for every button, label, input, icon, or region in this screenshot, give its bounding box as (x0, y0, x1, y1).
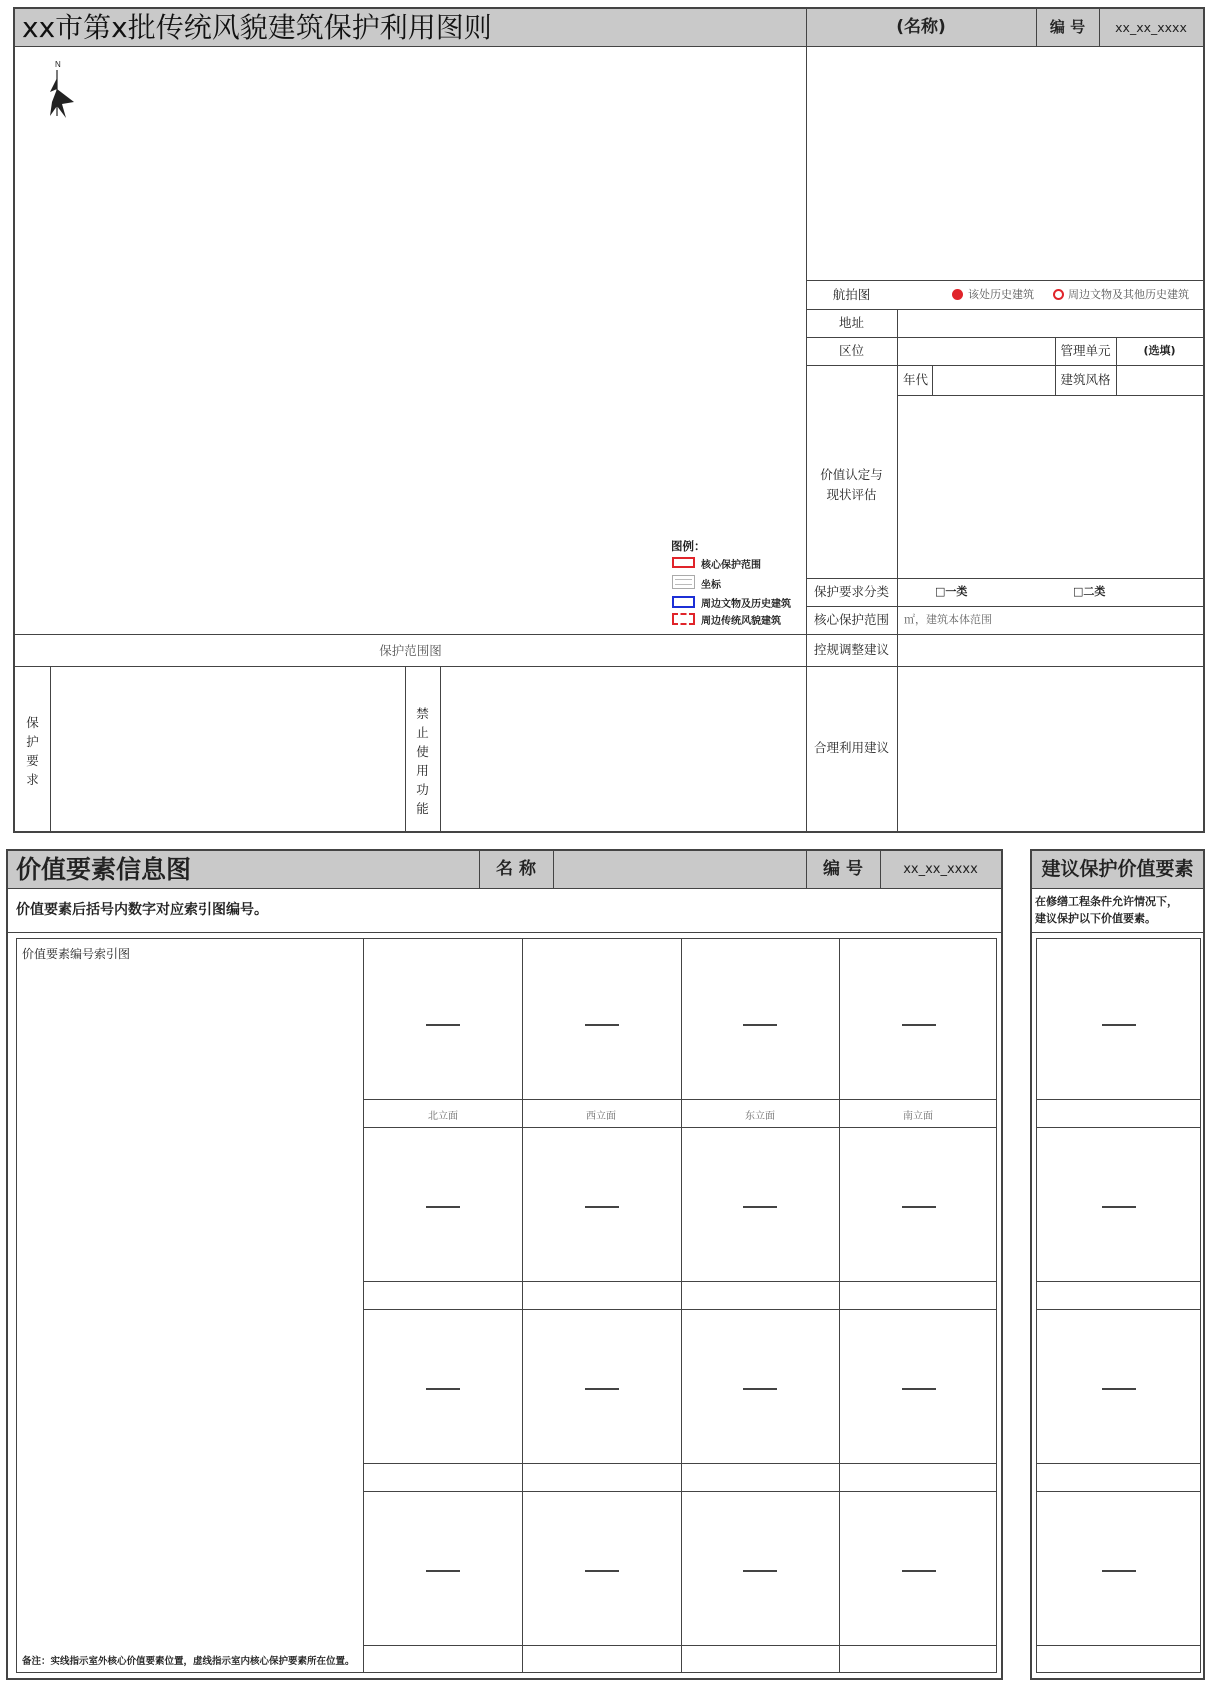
aerial-legend-filled: 该处历史建筑 (968, 288, 1034, 301)
suggested-image-placeholder (1102, 1206, 1136, 1208)
north-arrow-icon (44, 58, 80, 122)
facade-label-south: 南立面 (903, 1111, 933, 1122)
legend-core-range-label: 核心保护范围 (701, 560, 761, 571)
suggested-image-placeholder (1102, 1388, 1136, 1390)
element-image-placeholder (426, 1024, 460, 1026)
management-unit-label: 管理单元 (1060, 343, 1111, 358)
legend-title: 图例： (671, 539, 706, 553)
map-legend (670, 538, 806, 630)
range-map-caption: 保护范围图 (379, 643, 442, 658)
element-image-placeholder (585, 1024, 619, 1026)
element-image-placeholder (743, 1388, 777, 1390)
legend-heritage-label: 周边文物及历史建筑 (701, 599, 791, 610)
aerial-legend-hollow: 周边文物及其他历史建筑 (1068, 288, 1189, 301)
forbidden-use-label: 禁 止 使 用 功 能 (416, 706, 429, 816)
element-image-placeholder (426, 1206, 460, 1208)
aerial-label: 航拍图 (832, 287, 871, 302)
sheet2-number-label: 编 号 (823, 859, 863, 879)
category-option-1[interactable]: □一类 (935, 585, 968, 598)
evaluation-label-line1: 价值认定与 (820, 467, 883, 482)
element-image-placeholder (902, 1388, 936, 1390)
element-image-placeholder (585, 1570, 619, 1572)
element-image-placeholder (585, 1206, 619, 1208)
index-map-label: 价值要素编号索引图 (22, 947, 131, 961)
protection-plan-sheet (13, 7, 1205, 833)
element-image-placeholder (902, 1024, 936, 1026)
index-map-panel (16, 938, 364, 1673)
building-name-placeholder: (名称) (896, 17, 946, 37)
element-image-placeholder (743, 1570, 777, 1572)
facade-label-west: 西立面 (586, 1111, 616, 1122)
element-image-placeholder (426, 1570, 460, 1572)
core-range-label: 核心保护范围 (813, 612, 889, 627)
element-image-placeholder (902, 1206, 936, 1208)
architectural-style-label: 建筑风格 (1060, 372, 1111, 387)
suggested-image-placeholder (1102, 1570, 1136, 1572)
sheet3-note-line2: 建议保护以下价值要素。 (1035, 912, 1156, 925)
aerial-hollow-marker-icon (1053, 289, 1064, 300)
suggested-image-placeholder (1102, 1024, 1136, 1026)
era-label: 年代 (903, 372, 929, 387)
sheet3-title: 建议保护价值要素 (1041, 858, 1194, 880)
element-image-placeholder (743, 1024, 777, 1026)
legend-coord-label: 坐标 (701, 580, 721, 591)
element-image-placeholder (426, 1388, 460, 1390)
reasonable-use-label: 合理利用建议 (813, 740, 889, 755)
number-value: xx_xx_xxxx (1115, 20, 1187, 35)
legend-core-range-swatch (672, 557, 695, 568)
legend-coord-swatch (672, 575, 695, 589)
sheet2-number-value: xx_xx_xxxx (903, 862, 978, 877)
element-image-placeholder (902, 1570, 936, 1572)
facade-label-east: 东立面 (745, 1111, 775, 1122)
legend-traditional-swatch (672, 613, 695, 625)
core-range-value: ㎡，建筑本体范围 (904, 613, 992, 626)
district-label: 区位 (838, 343, 864, 358)
index-map-footnote: 备注：实线指示室外核心价值要素位置，虚线指示室内核心保护要素所在位置。 (22, 1656, 355, 1667)
category-option-2[interactable]: □二类 (1073, 585, 1106, 598)
management-unit-value: (选填) (1143, 344, 1176, 357)
sheet1-title: xx市第x批传统风貌建筑保护利用图则 (22, 11, 492, 44)
north-label: N (55, 60, 61, 69)
legend-traditional-label: 周边传统风貌建筑 (701, 616, 781, 627)
protection-requirements-label: 保 护 要 求 (26, 715, 39, 787)
protection-category-label: 保护要求分类 (813, 584, 889, 599)
sheet2-title: 价值要素信息图 (16, 855, 192, 884)
sheet2-note: 价值要素后括号内数字对应索引图编号。 (16, 902, 268, 918)
address-label: 地址 (838, 315, 864, 330)
evaluation-label-line2: 现状评估 (826, 487, 877, 502)
element-image-placeholder (743, 1206, 777, 1208)
sheet2-name-label: 名 称 (496, 859, 536, 879)
element-image-placeholder (585, 1388, 619, 1390)
address-value (898, 310, 1202, 336)
number-label: 编 号 (1049, 18, 1086, 36)
aerial-filled-marker-icon (952, 289, 963, 300)
facade-label-north: 北立面 (428, 1111, 458, 1122)
suggested-element-grid (1036, 938, 1201, 1673)
sheet3-note-line1: 在修缮工程条件允许情况下， (1035, 895, 1178, 908)
legend-heritage-swatch (672, 596, 695, 608)
planning-adjustment-label: 控规调整建议 (813, 642, 889, 657)
